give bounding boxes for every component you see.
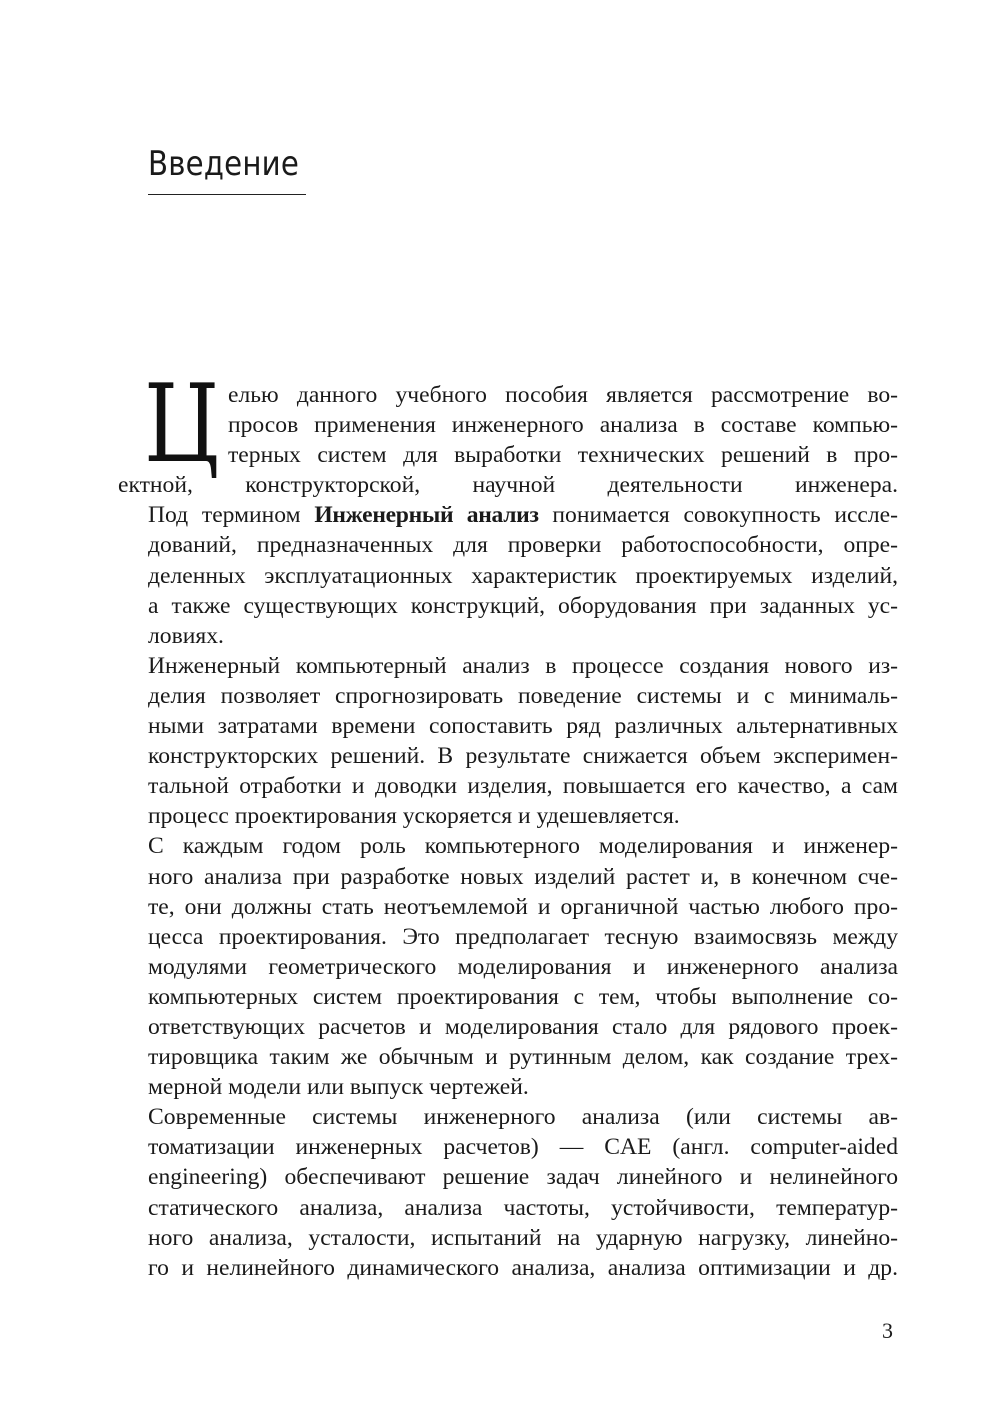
body-text [118, 362, 898, 1283]
text-line: те, они должны стать неотъемлемой и органичной частью любого про- [148, 893, 898, 920]
paragraph-5 [118, 1102, 898, 1283]
text-line: тировщика таким же обычным и рутинным делом, как создание трех- [148, 1044, 898, 1071]
text-line: го и нелинейного динамического анализа, анализа оптимизации и др. [148, 1254, 898, 1281]
text-line: цесса проектирования. Это предполагает тесную взаимосвязь между [148, 923, 898, 950]
paragraph-1 [118, 362, 898, 500]
text-line: мерной модели или выпуск чертежей. [148, 1074, 529, 1101]
paragraph-3 [118, 651, 898, 832]
text-line: ного анализа, усталости, испытаний на ударную нагрузку, линейно- [148, 1224, 898, 1251]
text-line: модулями геометрического моделирования и инженерного анализа [148, 953, 898, 980]
text-line: компьютерных систем проектирования с тем, чтобы выполнение со- [148, 983, 898, 1010]
text-run: понимается совокупность иссле- [538, 502, 898, 529]
text-line: ного анализа при разработке новых изделий растет и, в конечном сче- [148, 863, 898, 890]
text-line: делия позволяет спрогнозировать поведение системы и с минималь- [148, 682, 898, 709]
text-line: тальной отработки и доводки изделия, повышается его качество, а сам [148, 773, 898, 800]
text-run: Под термином [148, 502, 315, 529]
text-line: терных систем для выработки технических решений в про- [228, 442, 898, 469]
text-line [118, 500, 898, 530]
text-line: статического анализа, анализа частоты, устойчивости, температур- [148, 1194, 898, 1221]
drop-cap: Ц [144, 362, 220, 487]
bold-term: Инженерный анализ [314, 502, 539, 529]
text-line: деленных эксплуатационных характеристик проектируемых изделий, [148, 562, 898, 589]
text-line: просов применения инженерного анализа в составе компью- [228, 412, 898, 439]
text-line: ответствующих расчетов и моделирования стало для рядового проек- [148, 1013, 898, 1040]
text-line: ными затратами времени сопоставить ряд различных альтернативных [148, 713, 898, 740]
text-line: ловиях. [148, 622, 224, 649]
chapter-title: Введение [148, 144, 299, 184]
text-line: ектной, конструкторской, научной деятельности инженера. [118, 472, 898, 499]
text-line: елью данного учебного пособия является рассмотрение во- [228, 382, 898, 408]
text-line: процесс проектирования ускоряется и удешевляется. [148, 803, 680, 830]
paragraph-2 [118, 500, 898, 650]
text-line: С каждым годом роль компьютерного моделирования и инженер- [148, 833, 898, 860]
text-line: engineering) обеспечивают решение задач линейного и нелинейного [148, 1164, 898, 1191]
text-line: томатизации инженерных расчетов) — CAE (англ. computer-aided [148, 1134, 898, 1161]
title-underline [148, 194, 306, 195]
text-line: Инженерный компьютерный анализ в процессе создания нового из- [148, 652, 898, 679]
text-line: Современные системы инженерного анализа (или системы ав- [148, 1104, 898, 1131]
page-number: 3 [882, 1318, 893, 1343]
text-line: а также существующих конструкций, оборудования при заданных ус- [148, 592, 898, 619]
text-line: конструкторских решений. В результате снижается объем эксперимен- [148, 743, 898, 770]
text-line: дований, предназначенных для проверки работоспособности, опре- [148, 532, 898, 559]
paragraph-4 [118, 831, 898, 1102]
